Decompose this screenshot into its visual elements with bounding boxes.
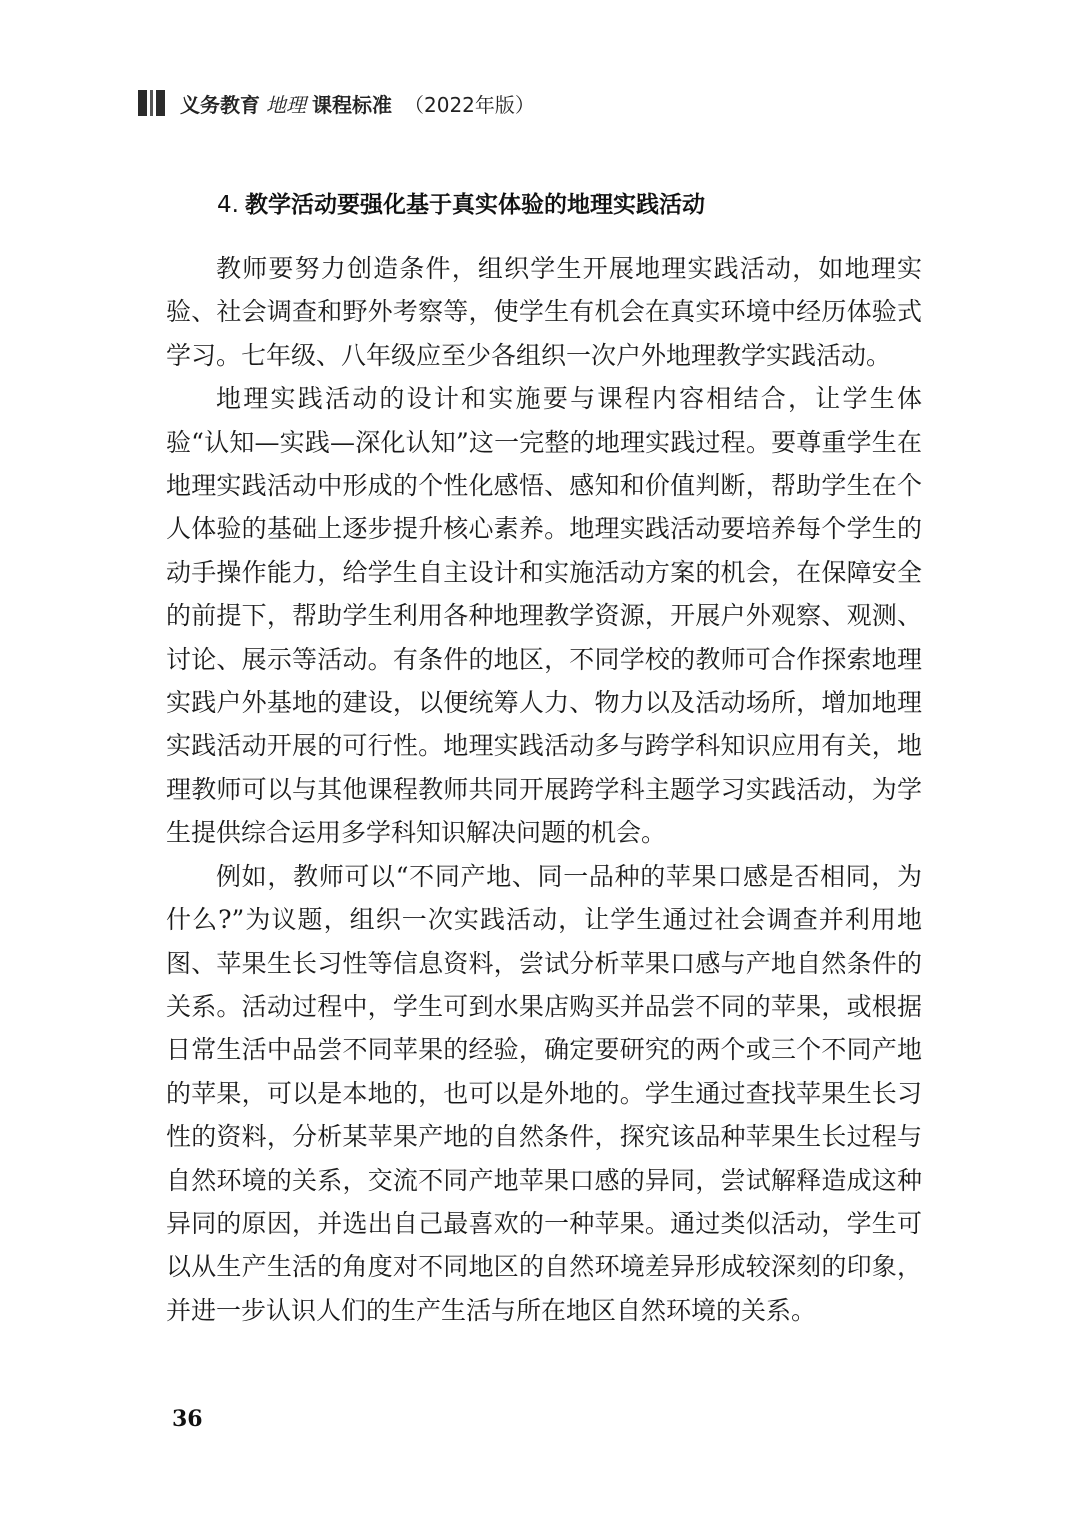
header-subject: 地理	[266, 92, 306, 117]
section-title: 教学活动要强化基于真实体验的地理实践活动	[244, 192, 705, 218]
page-number: 36	[172, 1406, 203, 1432]
section-heading	[217, 186, 705, 219]
paragraph: 例如，教师可以“不同产地、同一品种的苹果口感是否相同，为什么?”为议题，组织一次实践活动，让学生通过社会调查并利用地图、苹果生长习性等信息资料，尝试分析苹果口感与产地自然条件的关系。活动过程中，学生可到水果店购买并品尝不同的苹果，或根据日常生活中品尝不同苹果的经验，确定要研究的两个或三个不同产地的苹果，可以是本地的，也可以是外地的。学生通过查找苹果生长习性的资料，分析某苹果产地的自然条件，探究该品种苹果生长过程与自然环境的关系，交流不同产地苹果口感的异同，尝试解释造成这种异同的原因，并选出自己最喜欢的一种苹果。通过类似活动，学生可以从生产生活的角度对不同地区的自然环境差异形成较深刻的印象，并进一步认识人们的生产生活与所在地区自然环境的关系。	[166, 861, 922, 1325]
section-number: 4.	[217, 192, 239, 218]
paragraph: 教师要努力创造条件，组织学生开展地理实践活动，如地理实验、社会调查和野外考察等，使学生有机会在真实环境中经历体验式学习。七年级、八年级应至少各组织一次户外地理教学实践活动。	[166, 254, 922, 370]
body-text	[166, 247, 922, 1332]
header-bars-icon	[138, 90, 168, 116]
header-edition: （2022年版）	[404, 92, 535, 117]
running-header	[138, 88, 541, 118]
header-title-part2: 课程标准	[312, 92, 392, 117]
header-title-part1: 义务教育	[180, 92, 260, 117]
header-title	[180, 89, 541, 118]
paragraph: 地理实践活动的设计和实施要与课程内容相结合，让学生体验“认知—实践—深化认知”这一完整的地理实践过程。要尊重学生在地理实践活动中形成的个性化感悟、感知和价值判断，帮助学生在个人体验的基础上逐步提升核心素养。地理实践活动要培养每个学生的动手操作能力，给学生自主设计和实施活动方案的机会，在保障安全的前提下，帮助学生利用各种地理教学资源，开展户外观察、观测、讨论、展示等活动。有条件的地区，不同学校的教师可合作探索地理实践户外基地的建设，以便统筹人力、物力以及活动场所，增加地理实践活动开展的可行性。地理实践活动多与跨学科知识应用有关，地理教师可以与其他课程教师共同开展跨学科主题学习实践活动，为学生提供综合运用多学科知识解决问题的机会。	[166, 384, 922, 848]
